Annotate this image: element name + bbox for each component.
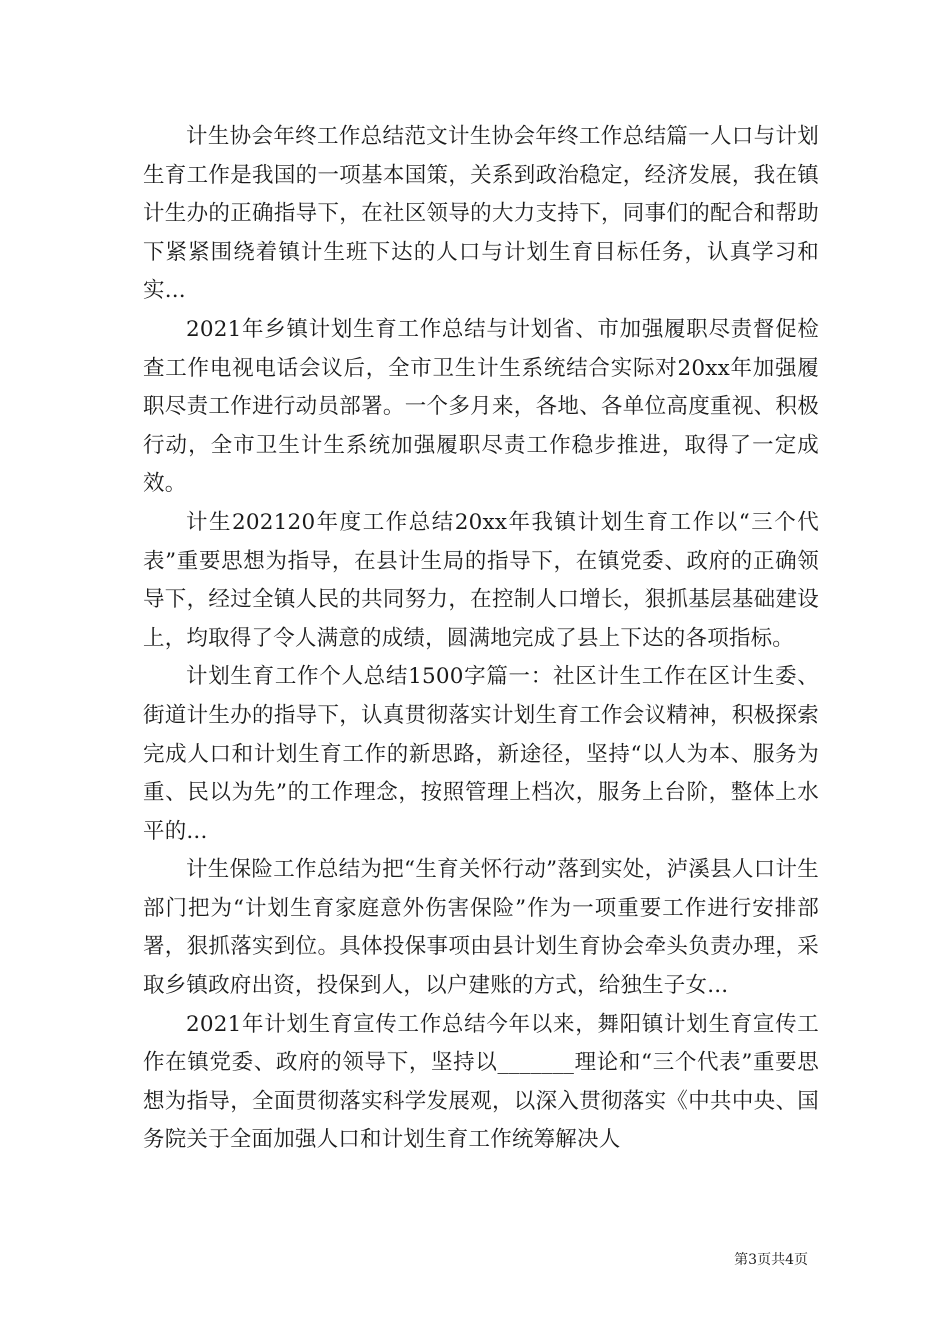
paragraph-1: 计生协会年终工作总结范文计生协会年终工作总结篇一人口与计划生育工作是我国的一项基本国策，关系到政治稳定，经济发展，我在镇计生办的正确指导下，在社区领导的大力支持下，同事们的配合和帮助下紧紧围绕着镇计生班下达的人口与计划生育目标任务，认真学习和实... <box>143 124 819 304</box>
document-body <box>143 118 819 1160</box>
paragraph-2: 2021年乡镇计划生育工作总结与计划省、市加强履职尽责督促检查工作电视电话会议后，全市卫生计生系统结合实际对20xx年加强履职尽责工作进行动员部署。一个多月来，各地、各单位高度重视、积极行动，全市卫生计生系统加强履职尽责工作稳步推进，取得了一定成效。 <box>143 316 819 497</box>
paragraph-6: 2021年计划生育宣传工作总结今年以来，舞阳镇计划生育宣传工作在镇党委、政府的领导下，坚持以_______理论和“三个代表”重要思想为指导，全面贯彻落实科学发展观，以深入贯彻落实《中共中央、国务院关于全面加强人口和计划生育工作统筹解决人 <box>143 1011 819 1153</box>
page-number-footer: 第3页共4页 <box>734 1252 808 1268</box>
paragraph-5: 计生保险工作总结为把“生育关怀行动”落到实处，泸溪县人口计生部门把为“计划生育家庭意外伤害保险”作为一项重要工作进行安排部署，狠抓落实到位。具体投保事项由县计划生育协会牵头负责办理，采取乡镇政府出资，投保到人，以户建账的方式，给独生子女... <box>143 857 819 999</box>
paragraph-4: 计划生育工作个人总结1500字篇一：社区计生工作在区计生委、街道计生办的指导下，认真贯彻落实计划生育工作会议精神，积极探索完成人口和计划生育工作的新思路，新途径，坚持“以人为本、服务为重、民以为先”的工作理念，按照管理上档次，服务上台阶，整体上水平的... <box>143 664 819 844</box>
paragraph-3: 计生202120年度工作总结20xx年我镇计划生育工作以“三个代表”重要思想为指导，在县计生局的指导下，在镇党委、政府的正确领导下，经过全镇人民的共同努力，在控制人口增长，狠抓基层基础建设上，均取得了令人满意的成绩，圆满地完成了县上下达的各项指标。 <box>143 509 819 651</box>
